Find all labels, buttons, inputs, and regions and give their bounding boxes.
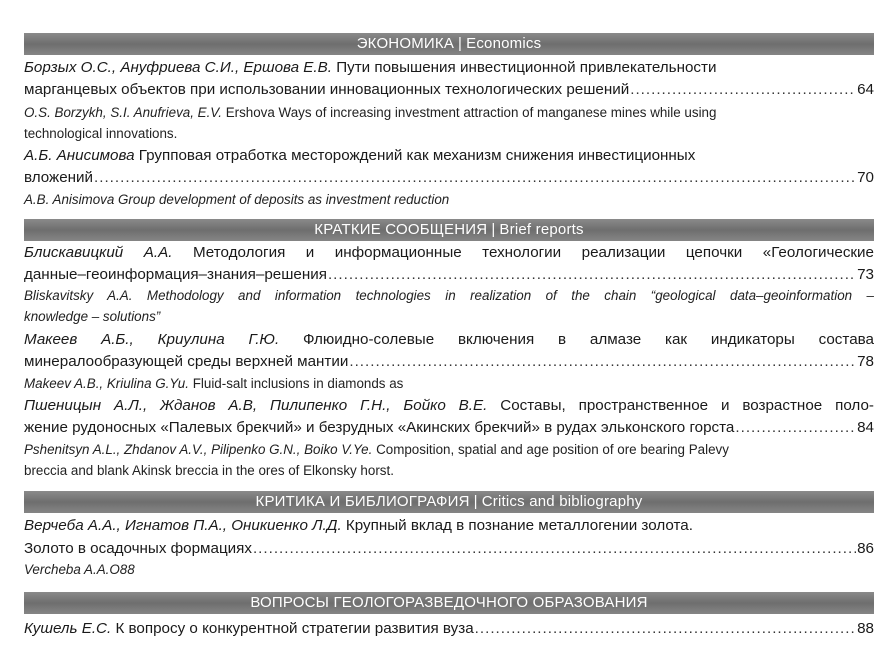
entry-title-ru: Крупный вклад в познание металлогении золота. [345,517,693,534]
entry-title-en: Composition, spatial and age position of ore bearing Palevy [376,442,729,457]
section-separator: | [491,221,496,238]
entry-title-ru: К вопросу о конкурентной стратегии развития вуза [115,620,474,637]
section-header-critics [24,491,874,513]
entry-en-line: A.B. Anisimova Group development of deposits as investment reduction [24,192,450,207]
toc-entry-en [24,286,874,306]
entry-authors-ru: Верчеба А.А., Игнатов П.А., Оникиенко Л.Д. [24,517,342,534]
toc-entry-ru [24,243,874,263]
section-title-en: Economics [466,35,542,52]
entry-title-ru: Методология и информационные технологии реализации цепочки «Геологические [192,244,874,261]
page-number: 84 [857,419,874,436]
toc-entry-ru-continued [24,418,874,438]
leader-dots [328,265,856,285]
section-title-ru: ВОПРОСЫ ГЕОЛОГОРАЗВЕДОЧНОГО ОБРАЗОВАНИЯ [250,594,648,611]
entry-title-ru: жение рудоносных «Палевых брекчий» и безрудных «Акинских брекчий» в рудах эльконского горста [24,419,735,436]
entry-authors-ru: Кушель Е.С. [24,620,112,637]
entry-title-ru: Пути повышения инвестиционной привлекательности [336,59,717,76]
toc-entry-ru [24,330,874,350]
toc-entry-en [24,190,874,210]
entry-title-ru: Составы, пространственное и возрастное поло- [500,397,874,414]
toc-entry-ru-continued [24,80,874,100]
section-title-en: Critics and bibliography [481,493,643,510]
toc-entry-ru [24,396,874,416]
leader-dots [630,80,856,100]
toc-entry-en [24,103,874,123]
entry-title-ru: марганцевых объектов при использовании инновационных технологических решений [24,81,630,98]
entry-authors-ru: Макеев А.Б., Криулина Г.Ю. [24,331,280,348]
toc-entry-ru-continued [24,539,874,559]
section-title-ru: КРАТКИЕ СООБЩЕНИЯ [314,221,488,238]
toc-entry-en-continued [24,124,874,144]
entry-authors-ru: Блискавицкий А.А. [24,244,173,261]
entry-title-ru: минералообразующей среды верхней мантии [24,353,349,370]
entry-title-ru: Золото в осадочных формациях [24,540,252,557]
leader-dots [735,418,856,438]
toc-entry-ru [24,619,874,639]
section-title-ru: ЭКОНОМИКА [356,35,455,52]
entry-title-ru: Групповая отработка месторождений как механизм снижения инвестиционных [138,147,696,164]
page-number: 78 [857,353,874,370]
entry-title-ru: вложений [24,169,93,186]
page-number: 64 [857,81,874,98]
section-header-brief-reports [24,219,874,241]
entry-en-line: Bliskavitsky A.A. Methodology and information technologies in realization of the chain “geological data–geoinformation – [24,288,874,303]
leader-dots [475,619,856,639]
toc-entry-ru [24,146,874,166]
entry-title-en: Ershova Ways of increasing investment attraction of manganese mines while using [225,105,717,120]
toc-entry-ru [24,516,874,536]
entry-title-ru: Флюидно-солевые включения в алмазе как индикаторы состава [303,331,874,348]
leader-dots [349,352,856,372]
toc-entry-en [24,440,874,460]
leader-dots [94,168,856,188]
entry-title-en: breccia and blank Akinsk breccia in the ores of Elkonsky horst. [24,463,394,478]
entry-authors-en: O.S. Borzykh, S.I. Anufrieva, E.V. [24,105,222,120]
section-title-en: Brief reports [499,221,584,238]
toc-entry-en [24,374,874,394]
section-title-ru: КРИТИКА И БИБЛИОГРАФИЯ [255,493,470,510]
entry-title-en: Fluid-salt inclusions in diamonds as [192,376,404,391]
entry-title-ru: данные–геоинформация–знания–решения [24,266,327,283]
entry-authors-ru: А.Б. Анисимова [24,147,135,164]
toc-entry-ru-continued [24,168,874,188]
page-number: 73 [857,266,874,283]
section-separator: | [473,493,478,510]
entry-en-line: knowledge – solutions” [24,309,161,324]
entry-en-line: Vercheba A.A.O88 [24,562,135,577]
section-separator: | [458,35,463,52]
entry-authors-en: Pshenitsyn A.L., Zhdanov A.V., Pilipenko G.N., Boiko V.Ye. [24,442,373,457]
entry-title-en: technological innovations. [24,126,178,141]
entry-authors-en: Makeev A.B., Kriulina G.Yu. [24,376,189,391]
toc-entry-en [24,560,874,580]
page-number: 88 [857,620,874,637]
toc-entry-ru-continued [24,265,874,285]
toc-entry-en-continued [24,307,874,327]
leader-dots [253,539,856,559]
toc-entry-ru-continued [24,352,874,372]
page-number: 86 [857,540,874,557]
toc-entry-en-continued [24,461,874,481]
page-number: 70 [857,169,874,186]
toc-entry-ru [24,58,874,78]
entry-authors-ru: Пшеницын А.Л., Жданов А.В, Пилипенко Г.Н., Бойко В.Е. [24,397,488,414]
entry-authors-ru: Борзых О.С., Ануфриева С.И., Ершова Е.В. [24,59,332,76]
section-header-economics [24,33,874,55]
section-header-education [24,592,874,614]
